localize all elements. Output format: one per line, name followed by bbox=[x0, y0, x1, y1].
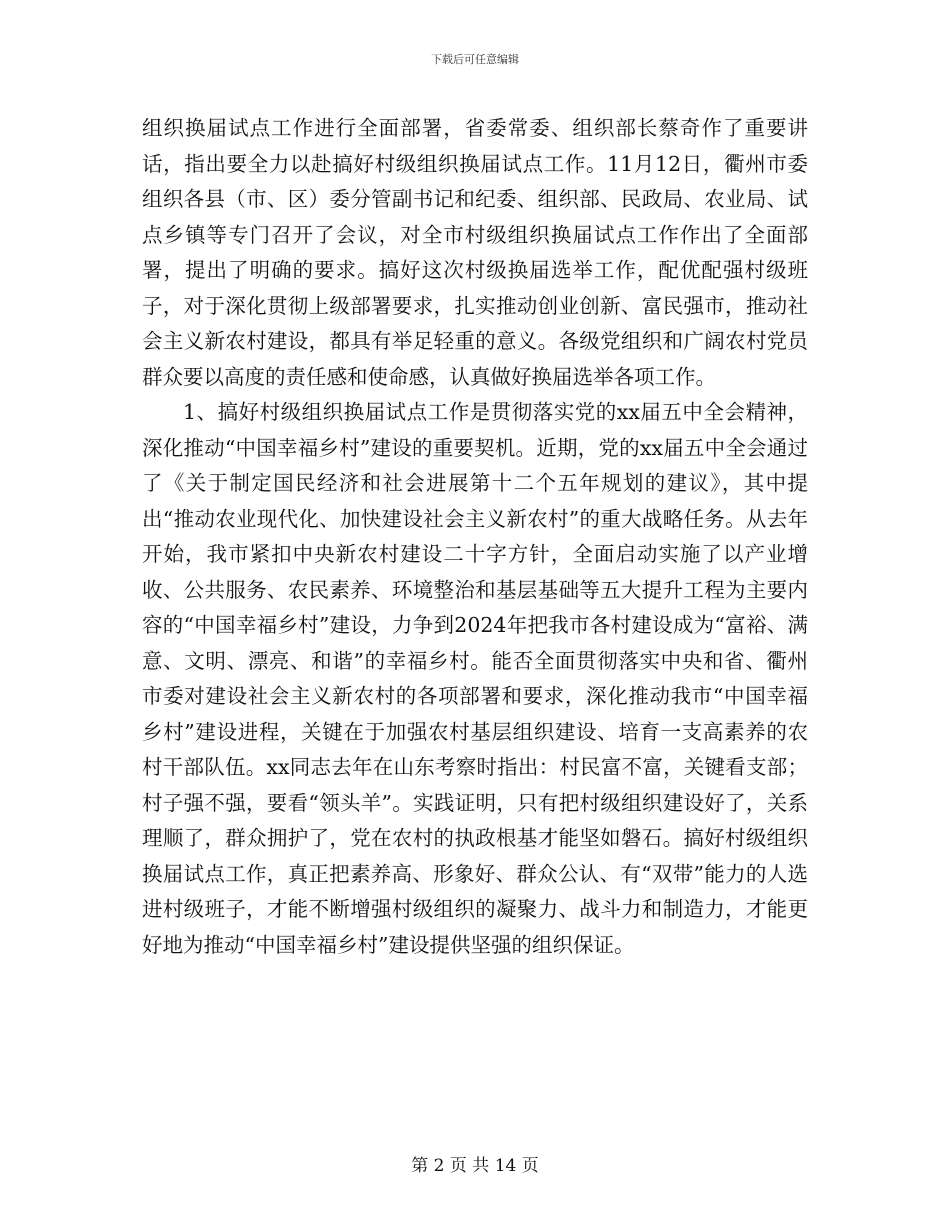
paragraph-section-1: 1、搞好村级组织换届试点工作是贯彻落实党的xx届五中全会精神，深化推动“中国幸福乡村”建设的重要契机。近期，党的xx届五中全会通过了《关于制定国民经济和社会进展第十二个五年规划的建议》，其中提出“推动农业现代化、加快建设社会主义新农村”的重大战略任务。从去年开始，我市紧扣中央新农村建设二十字方针，全面启动实施了以产业增收、公共服务、农民素养、环境整治和基层基础等五大提升工程为主要内容的“中国幸福乡村”建设，力争到2024年把我市各村建设成为“富裕、满意、文明、漂亮、和谐”的幸福乡村。能否全面贯彻落实中央和省、衢州市委对建设社会主义新农村的各项部署和要求，深化推动我市“中国幸福乡村”建设进程，关键在于加强农村基层组织建设、培育一支高素养的农村干部队伍。xx同志去年在山东考察时指出：村民富不富，关键看支部；村子强不强，要看“领头羊”。实践证明，只有把村级组织建设好了，关系理顺了，群众拥护了，党在农村的执政根基才能坚如磐石。搞好村级组织换届试点工作，真正把素养高、形象好、群众公认、有“双带”能力的人选进村级班子，才能不断增强村级组织的凝聚力、战斗力和制造力，才能更好地为推动“中国幸福乡村”建设提供坚强的组织保证。 bbox=[142, 400, 808, 957]
document-body bbox=[142, 111, 808, 963]
paragraph-continuation: 组织换届试点工作进行全面部署，省委常委、组织部长蔡奇作了重要讲话，指出要全力以赴搞好村级组织换届试点工作。11月12日，衢州市委组织各县（市、区）委分管副书记和纪委、组织部、民政局、农业局、试点乡镇等专门召开了会议，对全市村级组织换届试点工作作出了全面部署，提出了明确的要求。搞好这次村级换届选举工作，配优配强村级班子，对于深化贯彻上级部署要求，扎实推动创业创新、富民强市，推动社会主义新农村建设，都具有举足轻重的意义。各级党组织和广阔农村党员群众要以高度的责任感和使命感，认真做好换届选举各项工作。 bbox=[142, 116, 808, 389]
page-number-footer: 第 2 页 共 14 页 bbox=[411, 1156, 539, 1176]
page-header-note: 下载后可任意编辑 bbox=[431, 53, 519, 66]
